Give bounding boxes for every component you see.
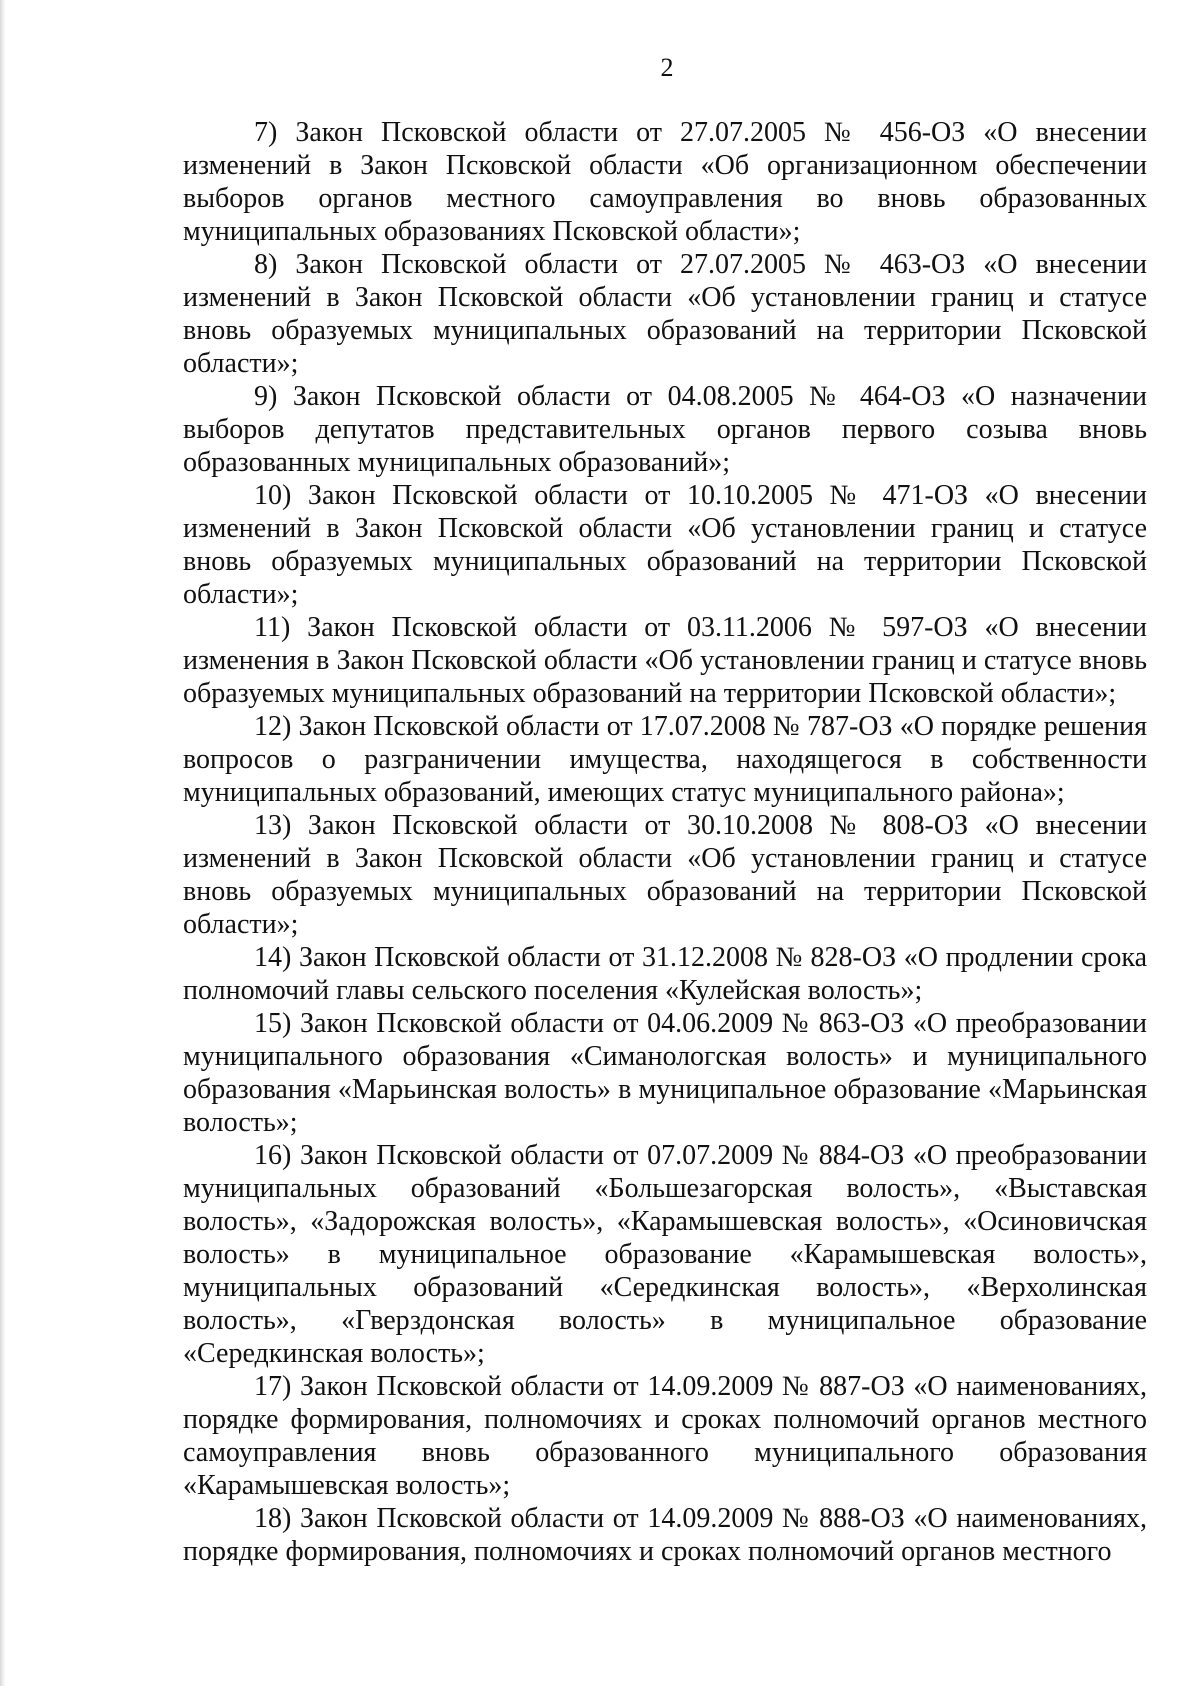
list-item-8: 8) Закон Псковской области от 27.07.2005 № 463-ОЗ «О внесении изменений в Закон Псковской области «Об установлении границ и статусе вновь образуемых муниципальных образований на территории Псковской области»;: [183, 249, 1147, 379]
law-list: [183, 116, 1147, 1568]
list-item-11: 11) Закон Псковской области от 03.11.2006 № 597-ОЗ «О внесении изменения в Закон Псковской области «Об установлении границ и статусе вновь образуемых муниципальных образований на территории Псковской области»;: [183, 612, 1147, 709]
page-number: 2: [660, 53, 674, 82]
list-item-15: 15) Закон Псковской области от 04.06.2009 № 863-ОЗ «О преобразовании муниципального образования «Симанологская волость» и муниципального образования «Марьинская волость» в муниципальное образование «Марьинская волость»;: [183, 1008, 1147, 1138]
list-item-14: 14) Закон Псковской области от 31.12.2008 № 828-ОЗ «О продлении срока полномочий главы сельского поселения «Кулейская волость»;: [183, 942, 1147, 1006]
list-item-12: 12) Закон Псковской области от 17.07.2008 № 787-ОЗ «О порядке решения вопросов о разграничении имущества, находящегося в собственности муниципальных образований, имеющих статус муниципального района»;: [183, 711, 1147, 808]
list-item-9: 9) Закон Псковской области от 04.08.2005 № 464-ОЗ «О назначении выборов депутатов представительных органов первого созыва вновь образованных муниципальных образований»;: [183, 381, 1147, 478]
list-item-7: 7) Закон Псковской области от 27.07.2005 № 456-ОЗ «О внесении изменений в Закон Псковской области «Об организационном обеспечении выборов органов местного самоуправления во вновь образованных муниципальных образованиях Псковской области»;: [183, 117, 1147, 247]
list-item-17: 17) Закон Псковской области от 14.09.2009 № 887-ОЗ «О наименованиях, порядке формирования, полномочиях и сроках полномочий органов местного самоуправления вновь образованного муниципального образования «Карамышевская волость»;: [183, 1371, 1147, 1501]
list-item-13: 13) Закон Псковской области от 30.10.2008 № 808-ОЗ «О внесении изменений в Закон Псковской области «Об установлении границ и статусе вновь образуемых муниципальных образований на территории Псковской области»;: [183, 810, 1147, 940]
list-item-16: 16) Закон Псковской области от 07.07.2009 № 884-ОЗ «О преобразовании муниципальных образований «Большезагорская волость», «Выставская волость», «Задорожская волость», «Карамышевская волость», «Осиновичская волость» в муниципальное образование «Карамышевская волость», муниципальных образований «Середкинская волость», «Верхолинская волость», «Гверздонская волость» в муниципальное образование «Середкинская волость»;: [183, 1140, 1147, 1369]
scan-edge-shadow: [0, 0, 6, 1686]
list-item-10: 10) Закон Псковской области от 10.10.2005 № 471-ОЗ «О внесении изменений в Закон Псковской области «Об установлении границ и статусе вновь образуемых муниципальных образований на территории Псковской области»;: [183, 480, 1147, 610]
list-item-18: 18) Закон Псковской области от 14.09.2009 № 888-ОЗ «О наименованиях, порядке формирования, полномочиях и сроках полномочий органов местного: [183, 1503, 1147, 1567]
